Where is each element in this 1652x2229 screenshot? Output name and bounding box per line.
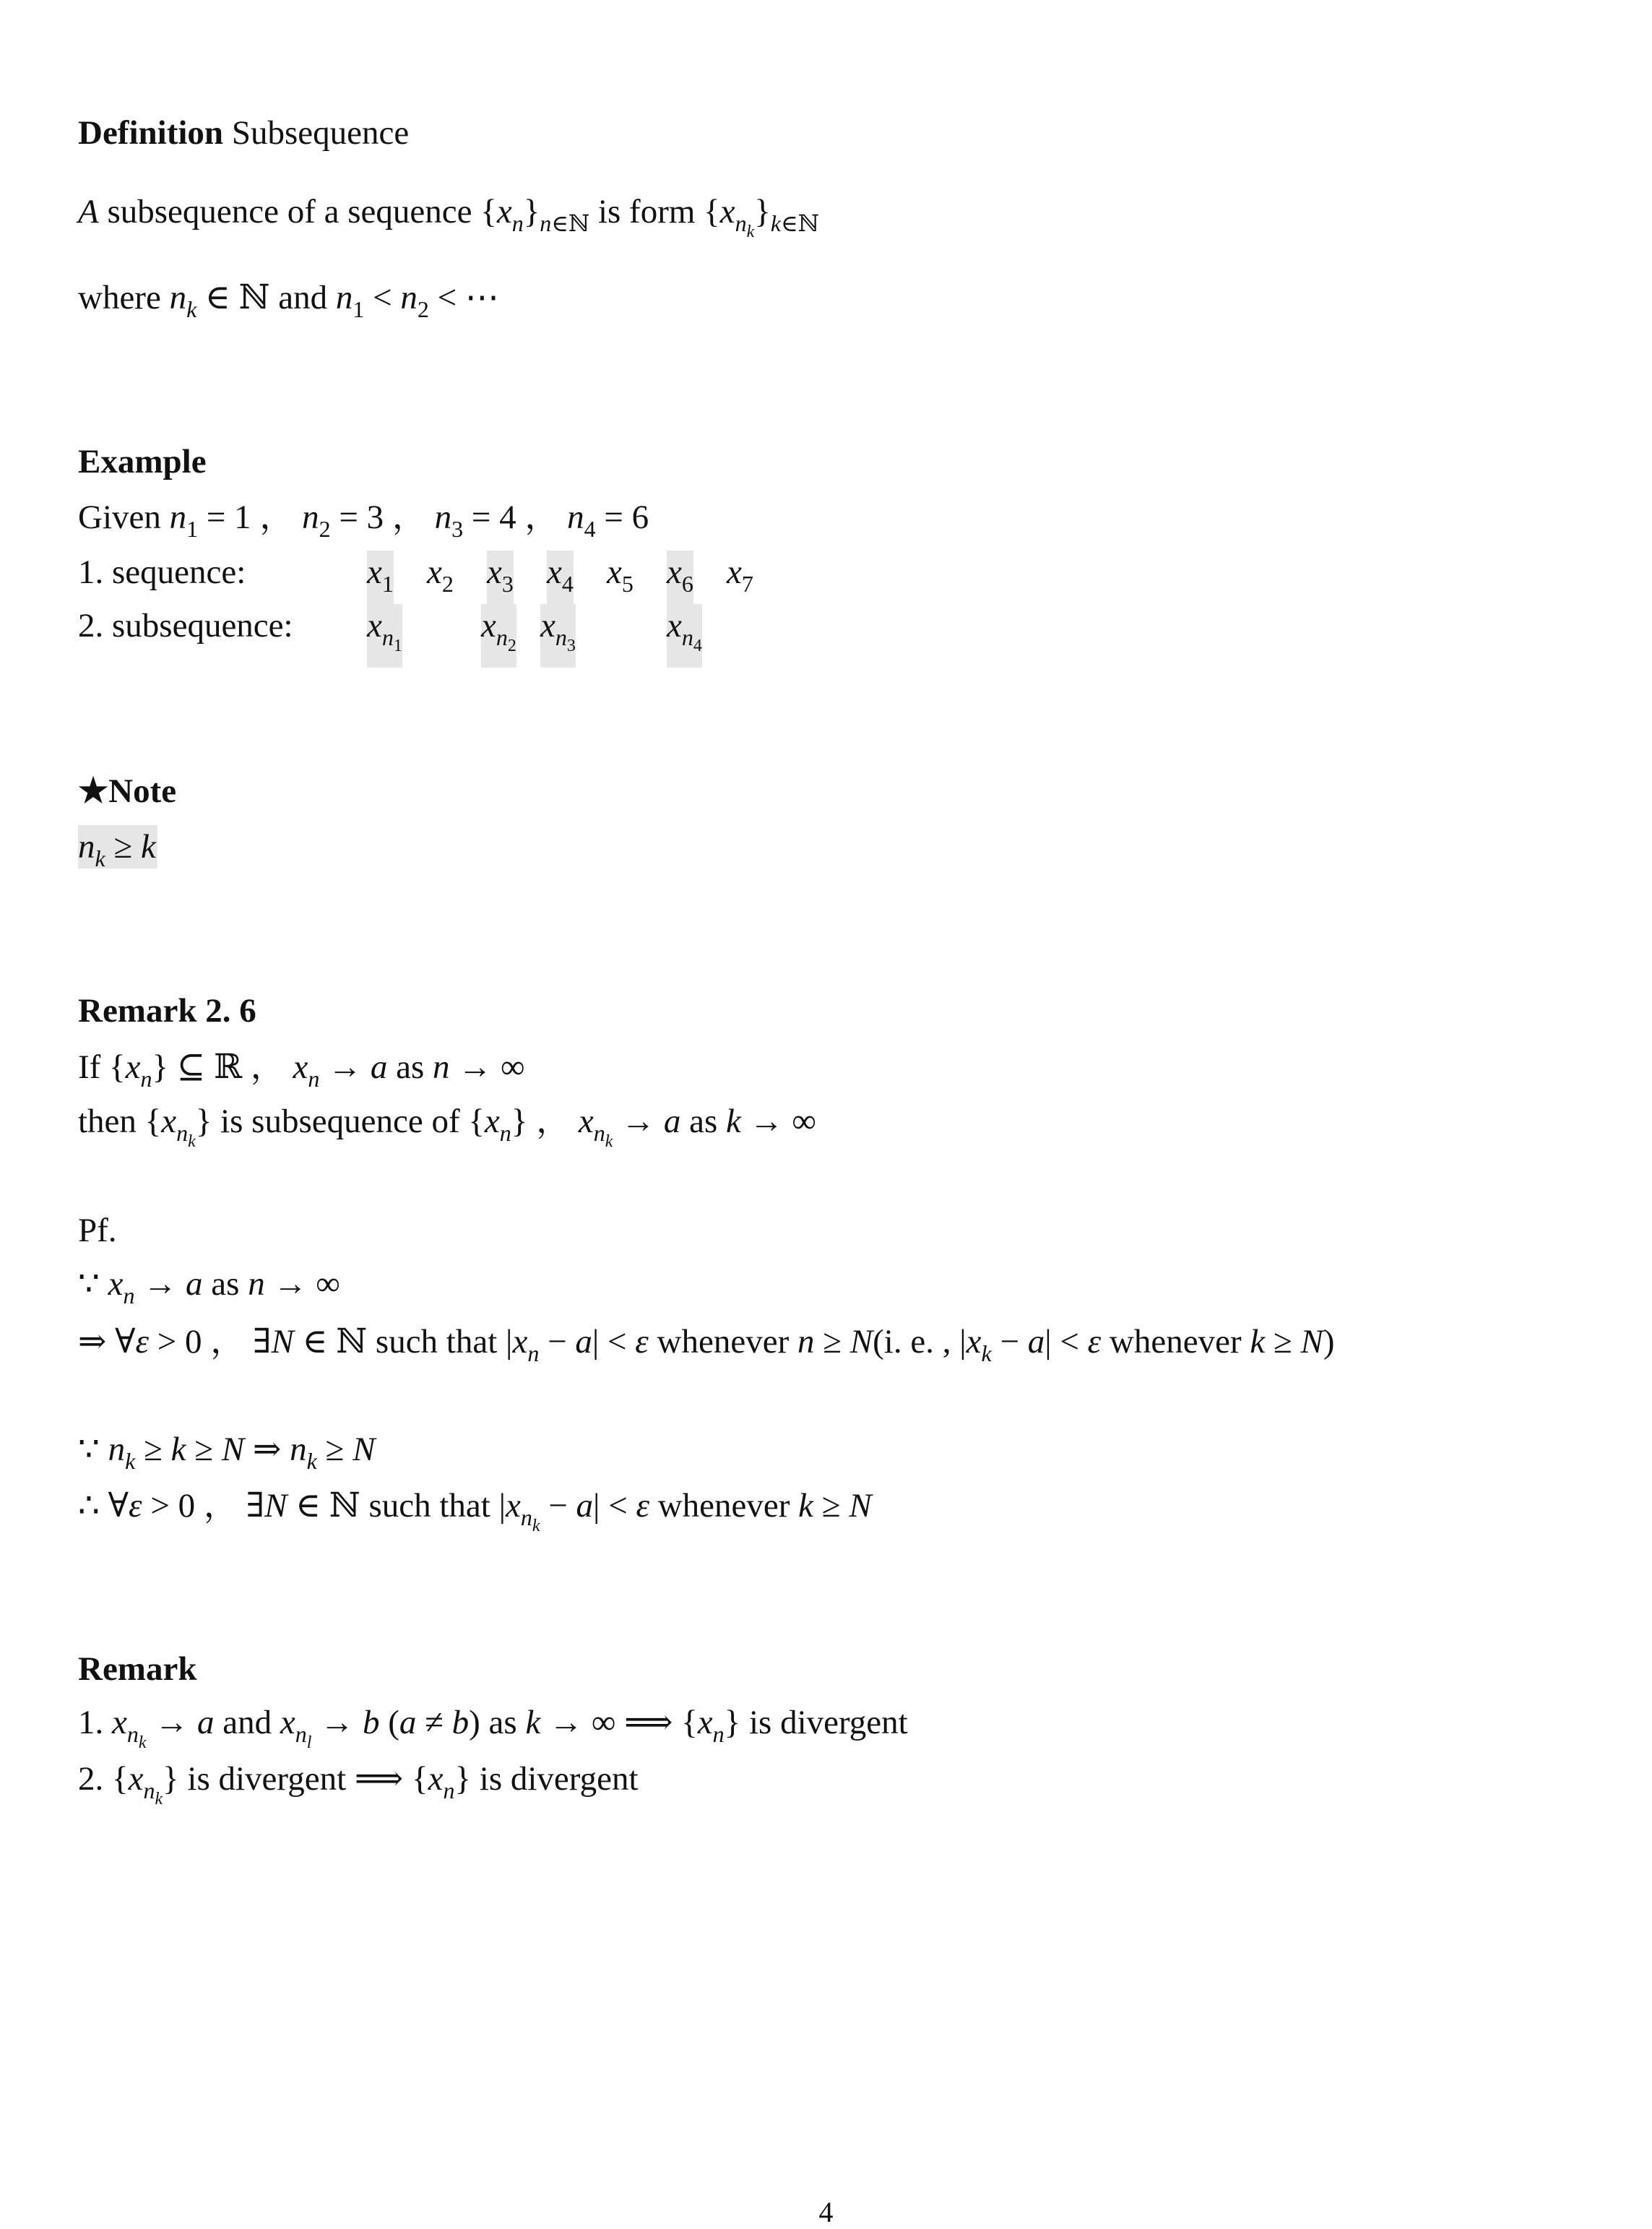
subscript [186, 516, 198, 542]
subscript [443, 1777, 454, 1803]
math-symbol: x [719, 193, 735, 230]
text: ) [1323, 1323, 1335, 1361]
heading-text: Definition [78, 114, 224, 152]
math-symbol: N [271, 1323, 294, 1361]
text: = 3 ， [330, 499, 435, 536]
subscript: 6 [681, 571, 693, 597]
text: → ∞ [449, 1048, 525, 1086]
math-symbol: n [520, 1504, 532, 1530]
math-symbol: x [727, 553, 742, 591]
math-symbol: n [290, 1431, 307, 1468]
math-symbol: ε [129, 1487, 142, 1525]
math-symbol: x [487, 553, 502, 591]
text: whenever [649, 1487, 799, 1525]
math-symbol: n [511, 210, 524, 236]
subsequence-term [481, 604, 516, 668]
math-symbol: n [527, 1340, 540, 1366]
math-symbol: n [143, 1777, 155, 1803]
subscript [139, 1733, 147, 1752]
heading-text: ★Note [78, 772, 177, 810]
subscript [771, 210, 819, 236]
math-symbol: n [169, 499, 187, 536]
definition-line-1 [78, 190, 819, 241]
text: = 1 ， [198, 499, 303, 536]
math-symbol: x [512, 1323, 528, 1361]
remark-2-6-line-1 [78, 1045, 525, 1092]
text: → ∞ ⟹ { [540, 1704, 698, 1741]
math-symbol: x [481, 607, 496, 644]
math-symbol: x [128, 1760, 144, 1798]
math-symbol: x [293, 1048, 308, 1086]
math-symbol: x [667, 607, 682, 644]
math-symbol: a [575, 1323, 592, 1361]
text: whenever [648, 1323, 797, 1361]
text: ( [379, 1704, 399, 1741]
math-symbol: N [1300, 1323, 1323, 1361]
text: ∴ ∀ [78, 1487, 129, 1525]
subscript [124, 1282, 135, 1308]
text: If { [78, 1048, 126, 1086]
subscript: 1 [381, 571, 394, 597]
math-symbol: k [138, 1733, 147, 1752]
math-symbol: x [496, 193, 512, 230]
subsequence-row [78, 604, 873, 655]
text: and [214, 1704, 280, 1741]
math-symbol: n [123, 1282, 135, 1308]
text: Pf. [78, 1212, 117, 1249]
subscript [532, 1517, 540, 1535]
text: ) as [469, 1704, 526, 1741]
text: 1 [186, 516, 199, 542]
subscript [747, 223, 755, 241]
math-symbol: n [735, 210, 747, 236]
text: whenever [1101, 1323, 1250, 1361]
example-heading [78, 440, 207, 483]
subscript [143, 1777, 163, 1808]
definition-line-2 [78, 276, 499, 322]
subscript [584, 516, 596, 542]
subscript [520, 1504, 540, 1535]
math-symbol: n [712, 1721, 725, 1747]
subscript [512, 210, 524, 236]
math-symbol: x [427, 553, 442, 591]
note-body [78, 825, 157, 871]
text: ≥ [316, 1431, 353, 1468]
text: then { [78, 1103, 162, 1140]
subscript: n1 [381, 624, 402, 655]
math-symbol: l [306, 1733, 312, 1752]
subscript [125, 1448, 135, 1474]
subscript [527, 1340, 539, 1366]
subscript [186, 296, 196, 322]
math-symbol: ε [635, 1323, 649, 1361]
math-symbol: n [434, 499, 452, 536]
subsequence-term [367, 604, 402, 668]
math-symbol: k [981, 1340, 992, 1366]
text: → ∞ [264, 1265, 340, 1303]
math-symbol: x [280, 1704, 295, 1741]
text: subsequence of a sequence { [98, 193, 497, 230]
heading-text: Remark [78, 1650, 197, 1688]
example-given [78, 496, 649, 542]
math-symbol: k [188, 1132, 196, 1151]
subscript [593, 1120, 613, 1151]
remark-2-6-line-2 [78, 1100, 816, 1151]
subscript [308, 1066, 319, 1092]
text: − [539, 1323, 576, 1361]
subscript [319, 516, 331, 542]
text: } ⊆ ℝ ， [152, 1048, 293, 1086]
text: | < [1045, 1323, 1088, 1361]
subscript [307, 1448, 317, 1474]
math-symbol: k [770, 210, 782, 236]
text: } is divergent ⟹ { [163, 1760, 428, 1798]
math-symbol: k [798, 1487, 814, 1525]
heading-text: Example [78, 443, 207, 480]
sequence-term [427, 551, 454, 605]
text: ∵ [78, 1265, 108, 1303]
subscript [500, 1120, 511, 1146]
math-symbol: ε [636, 1487, 649, 1525]
math-symbol: x [505, 1487, 521, 1525]
sequence-term [367, 551, 394, 605]
remark-heading [78, 1647, 196, 1691]
math-symbol: x [367, 607, 382, 644]
subscript [188, 1132, 196, 1151]
subscript: 4 [561, 571, 574, 597]
subscript-index: 2 [507, 637, 516, 655]
subscript [126, 1721, 147, 1752]
text: 2 [319, 516, 331, 542]
math-symbol: n [78, 828, 95, 866]
text: 1 [353, 296, 365, 322]
definition-heading [78, 111, 409, 155]
text: ∈ ℕ such that | [287, 1487, 506, 1525]
text: ≠ [416, 1704, 452, 1741]
math-symbol: k [155, 1790, 163, 1808]
text: → [146, 1704, 198, 1741]
text: → [613, 1103, 664, 1140]
math-symbol: k [532, 1517, 540, 1535]
math-symbol: x [966, 1323, 982, 1361]
math-symbol: n [308, 1066, 320, 1092]
math-symbol: n [797, 1323, 815, 1361]
remark-line-1 [78, 1701, 908, 1752]
proof-line-1 [78, 1262, 340, 1306]
text: = 4 ， [463, 499, 568, 536]
math-symbol: A [78, 193, 99, 230]
math-symbol: k [1250, 1323, 1266, 1361]
text: Given [78, 499, 170, 536]
math-symbol: x [428, 1760, 444, 1798]
math-symbol: a [1027, 1323, 1045, 1361]
subscript: 2 [441, 571, 454, 597]
remark-2-6-heading [78, 989, 256, 1032]
note-heading [78, 769, 176, 813]
sequence-term [487, 551, 514, 605]
heading-text: Remark 2. 6 [78, 992, 256, 1030]
math-symbol: k [525, 1704, 541, 1741]
math-symbol: k [125, 1448, 136, 1474]
text: > 0 ， ∃ [149, 1323, 272, 1361]
math-symbol: N [849, 1487, 872, 1525]
subscript: n3 [555, 624, 576, 655]
subscript [295, 1721, 312, 1752]
proof-line-4 [78, 1484, 872, 1535]
text: 2. { [78, 1760, 129, 1798]
subscript-index: 4 [693, 637, 702, 655]
text: } [754, 193, 771, 230]
math-symbol: n [335, 279, 353, 316]
subscript [95, 845, 105, 871]
sequence-row [78, 551, 873, 597]
math-symbol: n [443, 1777, 455, 1803]
text: > 0 ， ∃ [142, 1487, 265, 1525]
subscript [605, 1132, 613, 1151]
text: ⇒ [244, 1431, 290, 1468]
text: − [540, 1487, 576, 1525]
text: | < [593, 1487, 636, 1525]
math-symbol: a [663, 1103, 681, 1140]
sequence-label: 1. sequence: [78, 553, 246, 591]
text: (i. e. , | [873, 1323, 966, 1361]
sequence-term [667, 551, 693, 605]
text: < ⋯ [428, 279, 499, 316]
text: | < [592, 1323, 636, 1361]
math-symbol: k [141, 828, 156, 866]
proof-line-3 [78, 1428, 376, 1474]
subscript [713, 1721, 725, 1747]
math-symbol: N [849, 1323, 873, 1361]
text: < [364, 279, 401, 316]
math-symbol: n [400, 279, 418, 316]
math-symbol: x [108, 1265, 124, 1303]
math-symbol: N [264, 1487, 287, 1525]
math-symbol: x [540, 607, 555, 644]
text: ≥ [105, 828, 141, 866]
math-symbol: x [667, 553, 682, 591]
math-symbol: n [108, 1431, 126, 1468]
math-symbol: n [248, 1265, 265, 1303]
text: ∈ℕ [781, 210, 819, 236]
math-symbol: x [367, 553, 382, 591]
math-symbol: x [547, 553, 562, 591]
math-symbol: k [306, 1448, 317, 1474]
math-symbol: x [161, 1103, 177, 1140]
subscript [141, 1066, 152, 1092]
math-symbol: x [578, 1103, 594, 1140]
text: Subsequence [223, 114, 410, 152]
subscript-index: 1 [393, 637, 402, 655]
math-symbol: k [746, 223, 755, 241]
math-symbol: n [433, 1048, 450, 1086]
math-symbol: n [176, 1120, 189, 1146]
proof-label [78, 1209, 117, 1252]
text: as [202, 1265, 248, 1303]
subsequence-term [540, 604, 576, 668]
math-symbol: k [170, 1431, 186, 1468]
text: as [680, 1103, 727, 1140]
text: as [387, 1048, 433, 1086]
text: } [523, 193, 540, 230]
text: ≥ [135, 1431, 171, 1468]
subscript: n4 [681, 624, 702, 655]
text: ∈ ℕ and [196, 279, 336, 316]
math-symbol: n [567, 499, 584, 536]
text: } is divergent [454, 1760, 639, 1798]
text: ⇒ ∀ [78, 1323, 136, 1361]
text: → [134, 1265, 186, 1303]
text: 2 [417, 296, 429, 322]
subscript-index: 3 [566, 637, 576, 655]
text: → ∞ [740, 1103, 816, 1140]
math-symbol: x [697, 1704, 713, 1741]
subscript [735, 210, 755, 241]
math-symbol: n [126, 1721, 139, 1747]
subscript: 7 [741, 571, 753, 597]
subsequence-term [667, 604, 702, 668]
text: ≥ [1265, 1323, 1301, 1361]
text: − [991, 1323, 1028, 1361]
math-symbol: x [125, 1048, 141, 1086]
proof-line-2 [78, 1320, 1335, 1366]
math-symbol: ε [1087, 1323, 1102, 1361]
text: 1. [78, 1704, 112, 1741]
math-symbol: n [302, 499, 319, 536]
math-symbol: n [593, 1120, 605, 1146]
sequence-term [727, 551, 753, 605]
text: ∈ℕ [551, 210, 590, 236]
math-symbol: b [362, 1704, 380, 1741]
text: ≥ [813, 1487, 849, 1525]
text: } is divergent [724, 1704, 908, 1741]
text: where [78, 279, 170, 316]
text: ∈ ℕ such that | [293, 1323, 513, 1361]
math-symbol: a [186, 1265, 203, 1303]
math-symbol: n [295, 1721, 307, 1747]
math-symbol: n [499, 1120, 511, 1146]
math-symbol: k [726, 1103, 741, 1140]
text: } ， [511, 1103, 579, 1140]
math-symbol: a [197, 1704, 215, 1741]
text: → [311, 1704, 363, 1741]
subscript [176, 1120, 196, 1151]
text: = 6 [595, 499, 649, 536]
text: ≥ [186, 1431, 222, 1468]
subscript: n2 [496, 624, 516, 655]
subscript [540, 210, 589, 236]
math-symbol: b [451, 1704, 470, 1741]
sequence-term [547, 551, 574, 605]
math-symbol: ε [135, 1323, 150, 1361]
math-symbol: n [540, 210, 552, 236]
text: ∵ [78, 1431, 108, 1468]
text: → [319, 1048, 371, 1086]
math-symbol: k [605, 1132, 613, 1151]
math-symbol: n [140, 1066, 152, 1092]
math-symbol: a [576, 1487, 594, 1525]
math-symbol: k [95, 845, 105, 871]
math-symbol: x [607, 553, 622, 591]
text: 4 [584, 516, 596, 542]
subscript [353, 296, 364, 322]
text: 3 [451, 516, 464, 542]
subscript [451, 516, 463, 542]
math-symbol: a [399, 1704, 417, 1741]
text: ≥ [814, 1323, 850, 1361]
sequence-term [607, 551, 633, 605]
page-number: 4 [818, 2196, 834, 2228]
math-symbol: N [353, 1431, 376, 1468]
remark-line-2 [78, 1757, 639, 1808]
math-symbol: x [112, 1704, 127, 1741]
math-symbol: x [484, 1103, 500, 1140]
text: is form { [589, 193, 720, 230]
math-symbol: N [221, 1431, 245, 1468]
subscript: 5 [621, 571, 633, 597]
subscript [155, 1790, 163, 1808]
math-symbol: n [169, 279, 187, 316]
subscript: 3 [501, 571, 514, 597]
text: } is subsequence of { [195, 1103, 485, 1140]
math-symbol: a [370, 1048, 388, 1086]
math-symbol: k [186, 296, 197, 322]
subsequence-label: 2. subsequence: [78, 607, 293, 644]
subscript [418, 296, 429, 322]
subscript [982, 1340, 992, 1366]
